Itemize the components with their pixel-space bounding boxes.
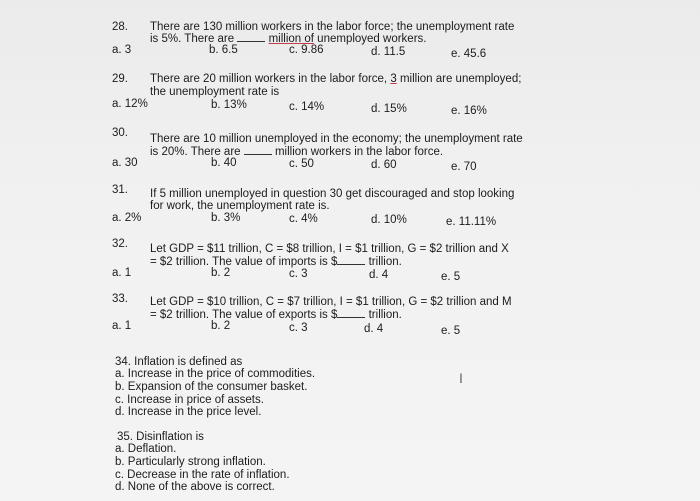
q35-option-c: c. Decrease in the rate of inflation.: [115, 469, 290, 481]
q30-option-c: c. 50: [289, 158, 314, 170]
q28-line2-tail: unemployed workers.: [317, 33, 427, 45]
q30-line2-pre: is 20%. There are: [150, 146, 241, 158]
q29-number: 29.: [112, 73, 128, 85]
q31-option-b: b. 3%: [211, 212, 241, 224]
q33-line1: Let GDP = $10 trillion, C = $7 trillion, I = $1 trillion, G = $2 trillion and M: [150, 296, 512, 308]
q31-option-c: c. 4%: [289, 213, 318, 225]
q29-line1-post: million are unemployed;: [399, 73, 522, 85]
q31-option-d: d. 10%: [371, 214, 407, 226]
q32-option-a: a. 1: [112, 267, 132, 279]
q33-answer-blank: [337, 308, 365, 318]
q30-option-d: d. 60: [371, 159, 397, 171]
q31-line2: for work, the unemployment rate is.: [150, 200, 330, 212]
q29-option-c: c. 14%: [289, 101, 325, 113]
q32-line2: [150, 255, 402, 269]
q30-number: 30.: [112, 127, 128, 139]
q30-option-a: a. 30: [112, 157, 138, 169]
q28-option-d: d. 11.5: [371, 46, 406, 58]
q35-option-a: a. Deflation.: [115, 443, 177, 455]
q34-option-b: b. Expansion of the consumer basket.: [115, 381, 308, 393]
q33-option-b: b. 2: [211, 320, 231, 332]
q34-option-a: a. Increase in the price of commodities.: [115, 368, 316, 380]
q30-line2: [150, 145, 443, 159]
q34-option-c: c. Increase in price of assets.: [115, 394, 264, 406]
q29-line2: the unemployment rate is: [150, 86, 280, 98]
q29-option-e: e. 16%: [451, 105, 487, 117]
q33-option-c: c. 3: [289, 322, 308, 334]
q32-line2-pre: = $2 trillion. The value of imports is $: [150, 256, 338, 268]
q32-option-d: d. 4: [369, 269, 389, 281]
q34-title: 34. Inflation is defined as: [115, 356, 243, 368]
q33-option-a: a. 1: [112, 320, 132, 332]
q32-option-c: c. 3: [289, 268, 308, 280]
q28-line1: There are 130 million workers in the labor force; the unemployment rate: [150, 21, 515, 33]
q29-option-a: a. 12%: [112, 98, 148, 110]
q28-option-b: b. 6.5: [209, 44, 238, 56]
q30-line1: There are 10 million unemployed in the economy; the unemployment rate: [150, 133, 523, 145]
q30-answer-blank: [244, 145, 272, 155]
q28-line2-pre: is 5%. There are: [150, 33, 235, 45]
q30-option-b: b. 40: [211, 157, 237, 169]
q32-line1: Let GDP = $11 trillion, C = $8 trillion, I = $1 trillion, G = $2 trillion and X: [150, 243, 509, 255]
q32-option-b: b. 2: [211, 267, 231, 279]
q33-line2-pre: = $2 trillion. The value of exports is $: [150, 309, 338, 321]
q31-option-a: a. 2%: [112, 212, 142, 224]
q34-option-d: d. Increase in the price level.: [115, 406, 262, 418]
q31-number: 31.: [112, 184, 128, 196]
text-cursor-icon: I: [459, 370, 463, 386]
q31-line1: If 5 million unemployed in question 30 get discouraged and stop looking: [150, 188, 515, 200]
q32-option-e: e. 5: [441, 271, 461, 283]
q35-option-b: b. Particularly strong inflation.: [115, 456, 266, 468]
q28-line2-underlined: million of: [268, 33, 314, 45]
q33-option-d: d. 4: [364, 323, 384, 335]
q29-option-b: b. 13%: [211, 99, 247, 111]
q33-number: 33.: [112, 293, 128, 305]
q28-option-e: e. 45.6: [451, 48, 487, 60]
q30-option-e: e. 70: [451, 161, 477, 173]
q28-number: 28.: [112, 21, 128, 33]
q29-line1-pre: There are 20 million workers in the labor force,: [150, 73, 388, 85]
q29-line1-underlined: 3: [390, 73, 397, 85]
q28-answer-blank: [237, 32, 265, 42]
q31-option-e: e. 11.11%: [446, 216, 497, 228]
q33-line2: [150, 308, 402, 322]
q30-line2-post: million workers in the labor force.: [274, 146, 444, 158]
q28-option-a: a. 3: [112, 44, 132, 56]
q32-number: 32.: [112, 238, 128, 250]
q33-option-e: e. 5: [441, 325, 461, 337]
q35-title: 35. Disinflation is: [117, 431, 204, 443]
q33-line2-post: trillion.: [368, 309, 402, 321]
q28-option-c: c. 9.86: [289, 44, 324, 56]
q32-answer-blank: [337, 255, 365, 265]
q32-line2-post: trillion.: [368, 256, 402, 268]
q35-option-d: d. None of the above is correct.: [115, 481, 275, 493]
q29-line1: [150, 73, 521, 86]
q29-option-d: d. 15%: [371, 103, 407, 115]
